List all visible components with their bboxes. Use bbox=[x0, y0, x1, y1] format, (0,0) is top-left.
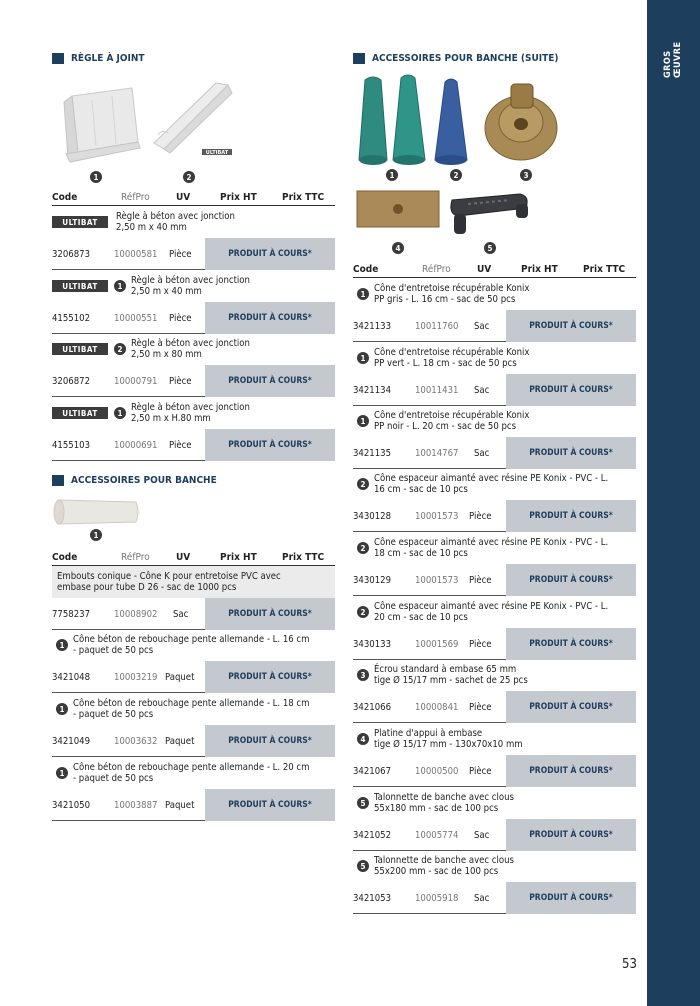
product-status-button[interactable]: PRODUIT À COURS* bbox=[506, 691, 636, 723]
product-status-button[interactable]: PRODUIT À COURS* bbox=[506, 755, 636, 787]
talonnette-image bbox=[446, 186, 534, 238]
table-row: 1 Cône béton de rebouchage pente allemande - L. 20 cm - paquet de 50 pcs 3421050 10003887 Paquet PRODUIT À COURS* bbox=[52, 757, 335, 821]
product-badge: 1 bbox=[56, 703, 68, 715]
section-title-regle: RÈGLE À JOINT bbox=[52, 51, 145, 65]
product-badge: 5 bbox=[357, 860, 369, 872]
table-row: 5 Talonnette de banche avec clous 55x200 mm - sac de 100 pcs 3421053 10005918 Sac PRODUIT À COURS* bbox=[353, 850, 636, 914]
product-badge: 1 bbox=[56, 639, 68, 651]
cone-image-badge-2: 2 bbox=[450, 169, 462, 181]
table-row: ULTIBAT 1 Règle à béton avec jonction 2,50 m x H.80 mm 4155103 10000691 Pièce PRODUIT À COURS* bbox=[52, 397, 335, 461]
table-row: ULTIBAT 1 Règle à béton avec jonction 2,50 m x 40 mm 4155102 10000551 Pièce PRODUIT À COURS* bbox=[52, 270, 335, 334]
table-row: 1 Cône d'entretoise récupérable Konix PP noir - L. 20 cm - sac de 50 pcs 3421135 10014767 Sac PRODUIT À COURS* bbox=[353, 405, 636, 469]
ultibat-logo: ULTIBAT bbox=[52, 216, 108, 228]
product-status-button[interactable]: PRODUIT À COURS* bbox=[506, 310, 636, 342]
nut-image-badge-3: 3 bbox=[520, 169, 532, 181]
cones-image bbox=[353, 72, 483, 166]
product-badge: 2 bbox=[114, 343, 126, 355]
product-status-button[interactable]: PRODUIT À COURS* bbox=[205, 661, 335, 693]
plate-image bbox=[355, 189, 441, 229]
product-status-button[interactable]: PRODUIT À COURS* bbox=[205, 598, 335, 630]
banche-table-header: Code RéfPro UV Prix HT Prix TTC bbox=[52, 550, 335, 566]
product-badge: 2 bbox=[357, 606, 369, 618]
product-status-button[interactable]: PRODUIT À COURS* bbox=[506, 819, 636, 851]
regle-image-badge-1: 1 bbox=[90, 171, 102, 183]
product-badge: 1 bbox=[114, 407, 126, 419]
table-row: 1 Cône béton de rebouchage pente allemande - L. 18 cm - paquet de 50 pcs 3421049 10003632 Paquet PRODUIT À COURS* bbox=[52, 693, 335, 757]
table-row: Embouts conique - Cône K pour entretoise PVC avec embase pour tube D 26 - sac de 1000 pcs 7758237 10008902 Sac PRODUIT À COURS* bbox=[52, 566, 335, 630]
product-badge: 3 bbox=[357, 669, 369, 681]
product-status-button[interactable]: PRODUIT À COURS* bbox=[205, 429, 335, 461]
table-row: 2 Cône espaceur aimanté avec résine PE Konix - PVC - L. 20 cm - sac de 10 pcs 3430133 10001569 Pièce PRODUIT À COURS* bbox=[353, 596, 636, 660]
table-row: ULTIBAT 2 Règle à béton avec jonction 2,50 m x 80 mm 3206872 10000791 Pièce PRODUIT À COURS* bbox=[52, 333, 335, 397]
regle-image-2 bbox=[148, 75, 234, 155]
regle-image-1 bbox=[62, 82, 142, 164]
svg-text:ULTIBAT: ULTIBAT bbox=[205, 150, 229, 155]
table-row: 1 Cône d'entretoise récupérable Konix PP gris - L. 16 cm - sac de 50 pcs 3421133 10011760 Sac PRODUIT À COURS* bbox=[353, 278, 636, 342]
product-badge: 1 bbox=[357, 415, 369, 427]
ultibat-logo: ULTIBAT bbox=[52, 280, 108, 292]
regle-image-badge-2: 2 bbox=[183, 171, 195, 183]
product-badge: 1 bbox=[357, 288, 369, 300]
banche-suite-table-header: Code RéfPro UV Prix HT Prix TTC bbox=[353, 262, 636, 278]
product-badge: 2 bbox=[357, 542, 369, 554]
nut-image bbox=[481, 78, 559, 164]
product-badge: 5 bbox=[357, 797, 369, 809]
product-status-button[interactable]: PRODUIT À COURS* bbox=[506, 628, 636, 660]
product-status-button[interactable]: PRODUIT À COURS* bbox=[205, 302, 335, 334]
product-status-button[interactable]: PRODUIT À COURS* bbox=[205, 789, 335, 821]
product-badge: 1 bbox=[56, 767, 68, 779]
page-number: 53 bbox=[622, 957, 637, 972]
side-band bbox=[647, 0, 700, 1006]
product-status-button[interactable]: PRODUIT À COURS* bbox=[205, 725, 335, 757]
ultibat-logo: ULTIBAT bbox=[52, 407, 108, 419]
product-badge: 4 bbox=[357, 733, 369, 745]
banche-image-badge-1: 1 bbox=[90, 529, 102, 541]
product-status-button[interactable]: PRODUIT À COURS* bbox=[205, 238, 335, 270]
table-row: 3 Écrou standard à embase 65 mm tige Ø 15/17 mm - sachet de 25 pcs 3421066 10000841 Pièce PRODUIT À COURS* bbox=[353, 659, 636, 723]
product-status-button[interactable]: PRODUIT À COURS* bbox=[506, 437, 636, 469]
product-status-button[interactable]: PRODUIT À COURS* bbox=[506, 500, 636, 532]
plate-image-badge-4: 4 bbox=[392, 242, 404, 254]
product-status-button[interactable]: PRODUIT À COURS* bbox=[205, 365, 335, 397]
table-row: 1 Cône d'entretoise récupérable Konix PP vert - L. 18 cm - sac de 50 pcs 3421134 10011431 Sac PRODUIT À COURS* bbox=[353, 342, 636, 406]
banche-image-1 bbox=[50, 496, 142, 528]
talonnette-image-badge-5: 5 bbox=[484, 242, 496, 254]
table-row: 2 Cône espaceur aimanté avec résine PE Konix - PVC - L. 16 cm - sac de 10 pcs 3430128 10001573 Pièce PRODUIT À COURS* bbox=[353, 468, 636, 532]
product-badge: 1 bbox=[114, 280, 126, 292]
table-row: 4 Platine d'appui à embase tige Ø 15/17 mm - 130x70x10 mm 3421067 10000500 Pièce PRODUIT À COURS* bbox=[353, 723, 636, 787]
product-badge: 2 bbox=[357, 478, 369, 490]
section-title-banche-suite: ACCESSOIRES POUR BANCHE (SUITE) bbox=[353, 51, 559, 65]
ultibat-logo: ULTIBAT bbox=[52, 343, 108, 355]
side-category-label: GROS ŒUVRE bbox=[663, 41, 683, 78]
product-status-button[interactable]: PRODUIT À COURS* bbox=[506, 564, 636, 596]
product-status-button[interactable]: PRODUIT À COURS* bbox=[506, 882, 636, 914]
product-badge: 1 bbox=[357, 352, 369, 364]
cone-image-badge-1: 1 bbox=[386, 169, 398, 181]
table-row: 2 Cône espaceur aimanté avec résine PE Konix - PVC - L. 18 cm - sac de 10 pcs 3430129 10001573 Pièce PRODUIT À COURS* bbox=[353, 532, 636, 596]
table-row: 1 Cône béton de rebouchage pente allemande - L. 16 cm - paquet de 50 pcs 3421048 10003219 Paquet PRODUIT À COURS* bbox=[52, 629, 335, 693]
table-row: ULTIBAT Règle à béton avec jonction 2,50 m x 40 mm 3206873 10000581 Pièce PRODUIT À COURS* bbox=[52, 206, 335, 270]
product-status-button[interactable]: PRODUIT À COURS* bbox=[506, 374, 636, 406]
section-title-banche: ACCESSOIRES POUR BANCHE bbox=[52, 473, 217, 487]
table-row: 5 Talonnette de banche avec clous 55x180 mm - sac de 100 pcs 3421052 10005774 Sac PRODUIT À COURS* bbox=[353, 787, 636, 851]
regle-table-header: Code RéfPro UV Prix HT Prix TTC bbox=[52, 190, 335, 206]
